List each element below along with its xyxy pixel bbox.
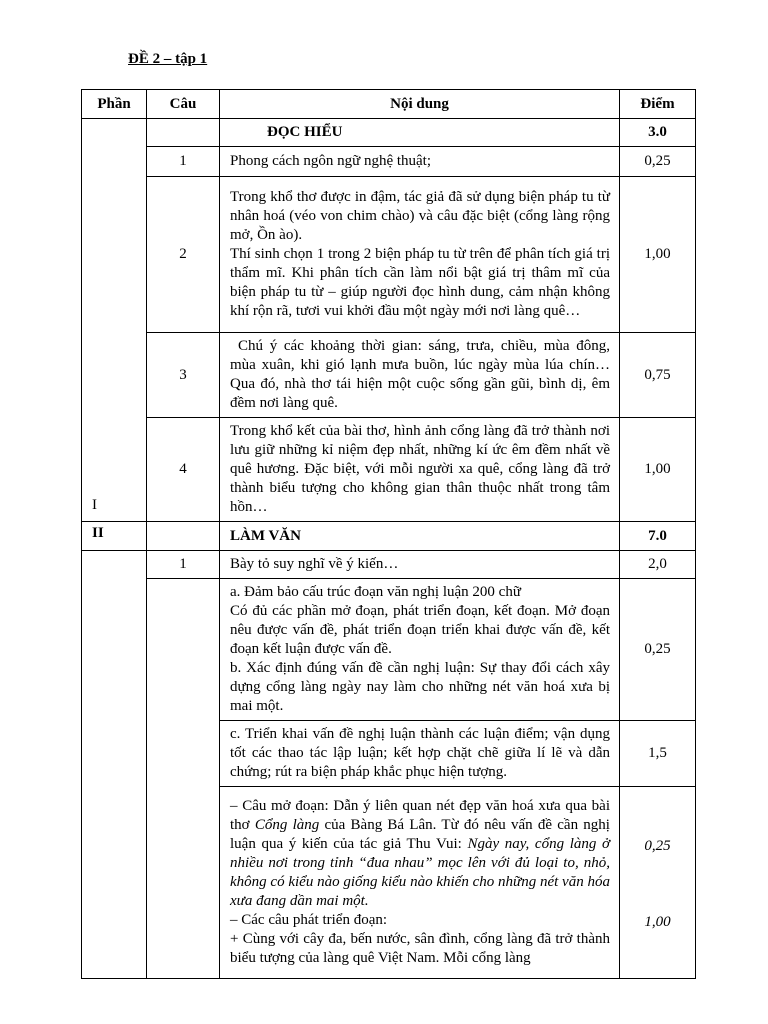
intro-text: của Bàng Bá Lân. Từ đó nêu vấn đề cần nghị luận qua ý kiến của tác giả Thu Vui: (230, 817, 610, 852)
question-number: 4 (147, 418, 220, 522)
table-row (82, 147, 696, 177)
score: 0,25 (620, 147, 696, 177)
answer-paragraph: Trong khổ thơ được in đậm, tác giả đã sử dụng biện pháp tu từ nhân hoá (véo von chim chào) và câu đặc biệt (cổng làng rộng mở, Ồn ào). (230, 189, 610, 243)
answer-text (220, 787, 620, 979)
answer-text: Trong khổ kết của bài thơ, hình ảnh cổng làng đã trở thành nơi lưu giữ những kỉ niệm đẹp nhất, những kí ức êm đềm nhất về quê hương. Đặc biệt, với mỗi người xa quê, cổng làng đã trở thành biểu tượng cho không gian thân thuộc nhất trong tâm hồn… (220, 418, 620, 522)
answer-text: Chú ý các khoảng thời gian: sáng, trưa, chiều, mùa đông, mùa xuân, khi gió lạnh mưa buồn, lúc ngày mùa lúa chín… Qua đó, nhà thơ tái hiện một cuộc sống gần gũi, bình dị, êm đềm nơi làng quê. (220, 333, 620, 418)
header-cau: Câu (147, 90, 220, 119)
table-header-row (82, 90, 696, 119)
cell-empty (82, 551, 147, 979)
answer-paragraph (230, 797, 610, 911)
question-number: 1 (147, 147, 220, 177)
answer-text (220, 579, 620, 721)
cell-empty (147, 119, 220, 147)
poem-title: Cổng làng (254, 817, 320, 833)
part-label: I (82, 119, 147, 522)
part-label: II (82, 522, 147, 551)
question-number: 1 (147, 551, 220, 579)
table-row (82, 333, 696, 418)
answer-paragraph: Thí sinh chọn 1 trong 2 biện pháp tu từ trên để phân tích giá trị thẩm mĩ. Khi phân tích cần làm nổi bật giá trị thâm mĩ của biện pháp tu từ – giúp người đọc hình dung, cảm nhận không khí rộn rã, tươi vui khởi đầu một ngày mới nơi làng quê… (230, 246, 610, 319)
answer-text: Bày tỏ suy nghĩ về ý kiến… (220, 551, 620, 579)
answer-text: Phong cách ngôn ngữ nghệ thuật; (220, 147, 620, 177)
answer-paragraph: + Cùng với cây đa, bến nước, sân đình, cổng làng đã trở thành biểu tượng của làng quê Việt Nam. Mỗi cổng làng (230, 931, 610, 966)
table-row (82, 418, 696, 522)
table-row (82, 522, 696, 551)
header-diem: Điểm (620, 90, 696, 119)
section-heading: LÀM VĂN (220, 522, 620, 551)
score: 0,25 (620, 579, 696, 721)
score: 0,25 (644, 838, 671, 854)
question-number: 2 (147, 177, 220, 333)
answer-table (81, 89, 696, 979)
intro-text: – Câu mở đoạn: Dẫn ý liên quan nét đẹp văn hoá xưa qua bài thơ (230, 798, 610, 833)
question-number: 3 (147, 333, 220, 418)
answer-text (220, 177, 620, 333)
score: 1,00 (620, 418, 696, 522)
table-row (82, 551, 696, 579)
table-row (82, 177, 696, 333)
answer-paragraph: – Các câu phát triển đoạn: (230, 912, 388, 928)
table-row (82, 579, 696, 721)
answer-text: c. Triển khai vấn đề nghị luận thành các luận điểm; vận dụng tốt các thao tác lập luận; kết hợp chặt chẽ giữa lí lẽ và dẫn chứng; rút ra biện pháp khắc phục hiện tượng. (220, 721, 620, 787)
document-title: ĐỀ 2 – tập 1 (128, 51, 208, 67)
answer-paragraph: b. Xác định đúng vấn đề cần nghị luận: Sự thay đổi cách xây dựng cổng làng ngày nay làm cho những nét văn hoá xưa bị mai một. (230, 660, 610, 714)
answer-paragraph: a. Đảm bảo cấu trúc đoạn văn nghị luận 200 chữ (230, 584, 521, 600)
quote-text: Ngày nay, cổng làng ở nhiều nơi trong tỉnh “đua nhau” mọc lên với đủ loại to, nhỏ, không có kiểu nào giống kiểu nào khiến cho những nét văn hóa xưa đang dần mai một. (230, 836, 611, 909)
header-phan: Phần (82, 90, 147, 119)
score: 0,75 (620, 333, 696, 418)
section-heading: ĐỌC HIỂU (220, 119, 620, 147)
table-row (82, 119, 696, 147)
score: 1,5 (620, 721, 696, 787)
cell-empty (147, 579, 220, 979)
section-score: 3.0 (620, 119, 696, 147)
header-noi-dung: Nội dung (220, 90, 620, 119)
cell-empty (147, 522, 220, 551)
score: 1,00 (620, 177, 696, 333)
section-score: 7.0 (620, 522, 696, 551)
score: 1,00 (644, 914, 671, 930)
score: 2,0 (620, 551, 696, 579)
score-stack (620, 787, 696, 979)
answer-paragraph: Có đủ các phần mở đoạn, phát triển đoạn, kết đoạn. Mở đoạn nêu được vấn đề, phát triển đoạn triển khai được vấn đề, kết đoạn kết luận được vấn đề. (230, 603, 610, 657)
